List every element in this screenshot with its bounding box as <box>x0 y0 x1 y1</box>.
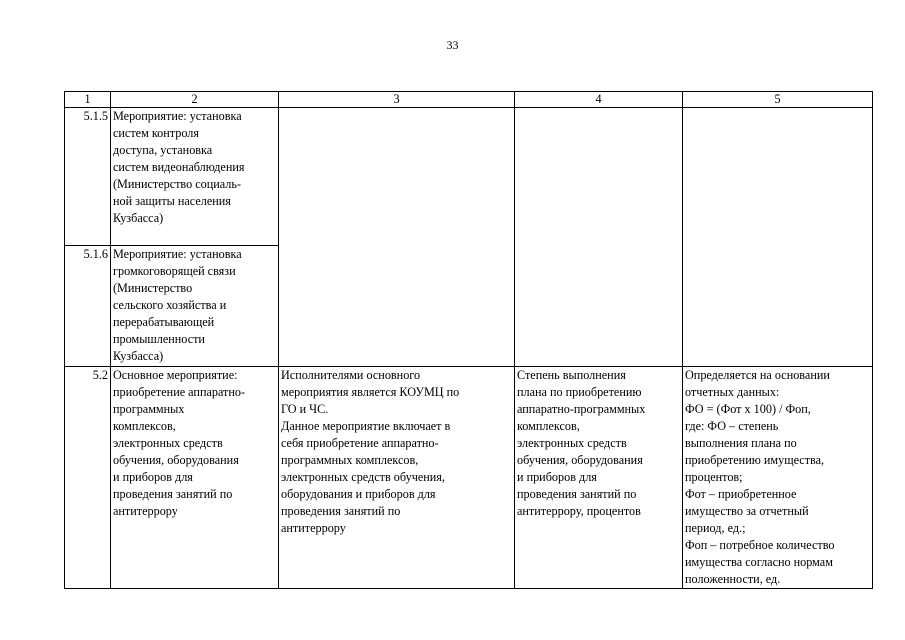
empty-cell <box>515 108 683 367</box>
column-header: 4 <box>515 92 683 108</box>
indicator-cell: Степень выполнения плана по приобретению аппаратно-программных комплексов, электронных средств обучения, оборудования и приборов для проведения занятий по антитеррору, процентов <box>515 367 683 589</box>
row-number: 5.1.6 <box>65 246 111 367</box>
activity-name-cell: Мероприятие: установка систем контроля доступа, установка систем видеонаблюдения (Министерство социаль- ной защиты населения Кузбасса) <box>111 108 279 246</box>
column-header: 5 <box>683 92 873 108</box>
row-number: 5.1.5 <box>65 108 111 246</box>
indicators-table <box>64 91 873 589</box>
table-row <box>65 367 873 589</box>
column-header: 2 <box>111 92 279 108</box>
description-cell: Исполнителями основного мероприятия является КОУМЦ по ГО и ЧС. Данное мероприятие включает в себя приобретение аппаратно- программных комплексов, электронных средств обучения, оборудования и приборов для проведения занятий по антитеррору <box>279 367 515 589</box>
activity-name-cell: Основное мероприятие: приобретение аппаратно- программных комплексов, электронных средств обучения, оборудования и приборов для проведения занятий по антитеррору <box>111 367 279 589</box>
column-header: 3 <box>279 92 515 108</box>
empty-cell <box>683 108 873 367</box>
column-header: 1 <box>65 92 111 108</box>
activity-name-cell: Мероприятие: установка громкоговорящей связи (Министерство сельского хозяйства и перерабатывающей промышленности Кузбасса) <box>111 246 279 367</box>
row-number: 5.2 <box>65 367 111 589</box>
method-cell: Определяется на основании отчетных данных: ФО = (Фот x 100) / Фоп, где: ФО – степень выполнения плана по приобретению имущества, процентов; Фот – приобретенное имущество за отчетный период, ед.; Фоп – потребное количество имущества согласно нормам положенности, ед. <box>683 367 873 589</box>
table-header-row <box>65 92 873 108</box>
page-number: 33 <box>446 38 459 52</box>
empty-cell <box>279 108 515 367</box>
table-row <box>65 108 873 246</box>
